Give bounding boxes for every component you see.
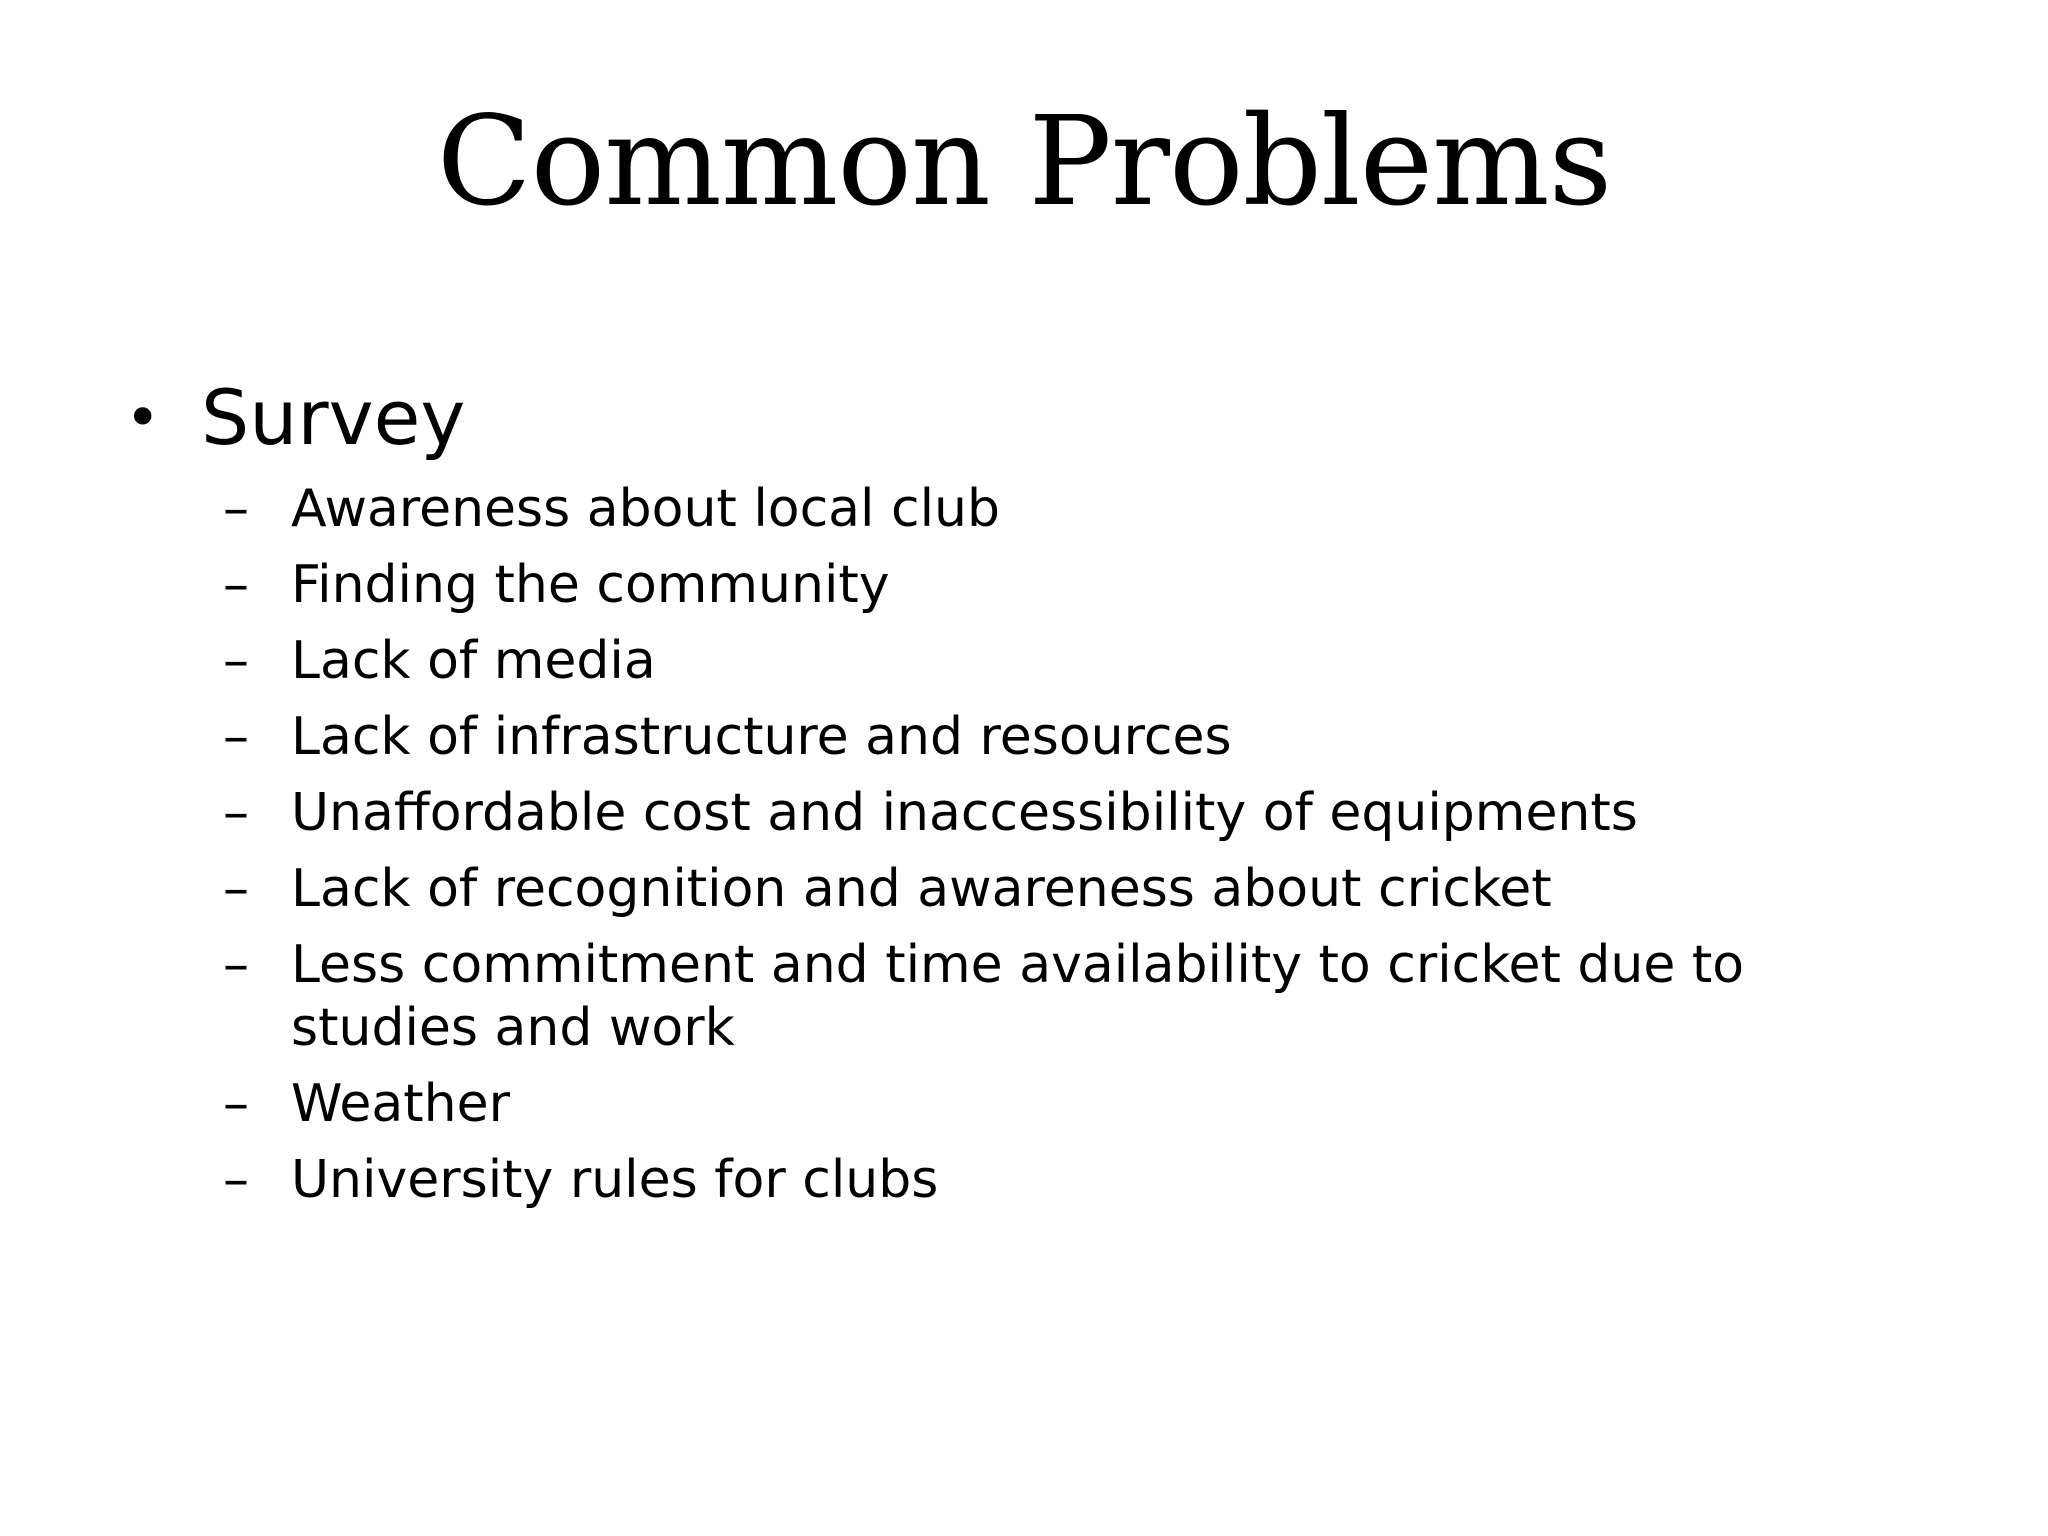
list-item-text: Lack of media [291, 631, 656, 691]
list-item [125, 706, 1945, 769]
dash-icon: – [223, 1150, 249, 1210]
list-item [125, 858, 1945, 921]
dash-icon: – [223, 859, 249, 919]
slide-title: Common Problems [436, 90, 1612, 234]
dash-icon: – [223, 707, 249, 767]
list-item [125, 478, 1945, 541]
list-item [125, 782, 1945, 845]
list-item-text: Less commitment and time availability to cricket due to studies and work [291, 935, 1745, 1058]
list-item-text: Weather [291, 1074, 510, 1134]
dash-icon: – [223, 631, 249, 691]
list-item [125, 1073, 1945, 1136]
list-item-text: Unaffordable cost and inaccessibility of equipments [291, 783, 1638, 843]
dash-icon: – [223, 555, 249, 615]
bullet-survey [125, 364, 1945, 472]
dash-icon: – [223, 935, 249, 995]
dash-icon: – [223, 783, 249, 843]
list-item [125, 934, 1945, 1060]
bullet-label: Survey [201, 373, 466, 462]
dash-icon: – [223, 479, 249, 539]
bullet-dot-icon: • [125, 383, 161, 453]
list-item-text: University rules for clubs [291, 1150, 939, 1210]
slide-content [125, 364, 1945, 1225]
list-item-text: Lack of infrastructure and resources [291, 707, 1232, 767]
list-item-text: Awareness about local club [291, 479, 1001, 539]
list-item [125, 630, 1945, 693]
list-item [125, 554, 1945, 617]
sub-bullet-list [125, 478, 1945, 1212]
list-item-text: Finding the community [291, 555, 890, 615]
list-item-text: Lack of recognition and awareness about cricket [291, 859, 1552, 919]
dash-icon: – [223, 1074, 249, 1134]
list-item [125, 1149, 1945, 1212]
